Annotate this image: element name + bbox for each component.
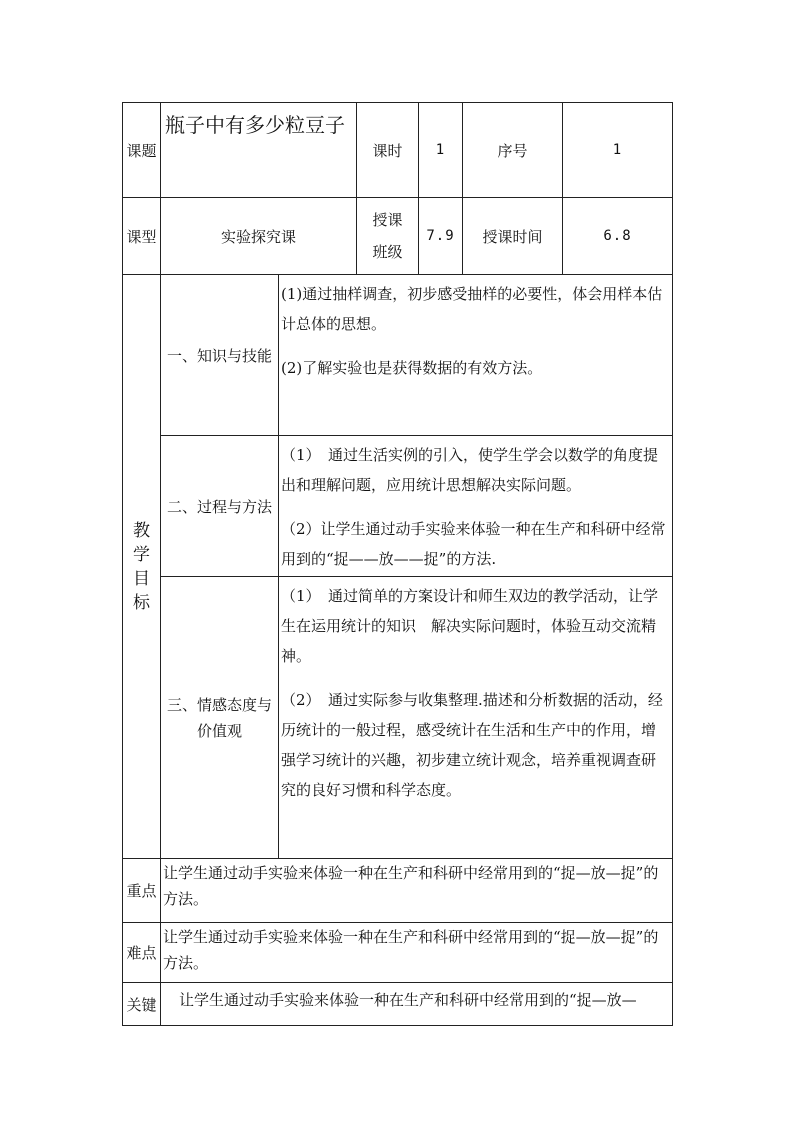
- header-row-topic: [123, 103, 673, 198]
- key-row: [123, 983, 673, 1026]
- attitude-heading-line-2: 价值观: [196, 721, 242, 740]
- class-label-line-1: 授课: [372, 211, 403, 229]
- lesson-plan-table: [122, 102, 673, 1026]
- objectives-label-char: 教: [133, 520, 150, 541]
- objective-row-process: [123, 436, 673, 577]
- key-text: 让学生通过动手实验来体验一种在生产和科研中经常用到的“捉—放—: [161, 983, 673, 1026]
- topic-label: 课题: [123, 103, 161, 198]
- process-item: （1） 通过生活实例的引入，使学生学会以数学的角度提出和理解问题，应用统计思想解决实际问题。: [281, 446, 659, 494]
- attitude-content: [279, 577, 673, 859]
- objectives-label-char: 目: [133, 568, 150, 589]
- knowledge-heading: 一、知识与技能: [161, 275, 279, 436]
- difficulties-label: 难点: [123, 923, 161, 983]
- seq-value: 1: [563, 103, 673, 198]
- period-value: 1: [419, 103, 463, 198]
- knowledge-item: (1)通过抽样调查，初步感受抽样的必要性，体会用样本估计总体的思想。: [281, 285, 663, 333]
- key-label: 关键: [123, 983, 161, 1026]
- attitude-item: （1） 通过简单的方案设计和师生双边的教学活动，让学生在运用统计的知识 解决实际问题时，体验互动交流精神。: [281, 587, 659, 665]
- difficulties-text: 让学生通过动手实验来体验一种在生产和科研中经常用到的“捉—放—捉”的方法。: [161, 923, 673, 983]
- knowledge-content: [279, 275, 673, 436]
- objectives-label: [123, 275, 161, 859]
- attitude-heading: [161, 577, 279, 859]
- time-value: 6.8: [563, 198, 673, 275]
- objectives-label-char: 学: [133, 544, 150, 565]
- objective-row-knowledge: [123, 275, 673, 436]
- topic-value: 瓶子中有多少粒豆子: [161, 103, 357, 198]
- class-label: [357, 198, 419, 275]
- objective-row-attitude: [123, 577, 673, 859]
- key-points-text: 让学生通过动手实验来体验一种在生产和科研中经常用到的“捉—放—捉”的方法。: [161, 859, 673, 923]
- difficulties-row: [123, 923, 673, 983]
- attitude-heading-line-1: 三、情感态度与: [166, 695, 272, 714]
- time-label: 授课时间: [463, 198, 563, 275]
- process-content: [279, 436, 673, 577]
- class-label-line-2: 班级: [372, 243, 403, 261]
- process-item: （2）让学生通过动手实验来体验一种在生产和科研中经常用到的“捉——放——捉”的方法.: [281, 520, 666, 568]
- period-label: 课时: [357, 103, 419, 198]
- key-points-label: 重点: [123, 859, 161, 923]
- type-value: 实验探究课: [161, 198, 357, 275]
- seq-label: 序号: [463, 103, 563, 198]
- key-points-row: [123, 859, 673, 923]
- class-value: 7.9: [419, 198, 463, 275]
- attitude-item: （2） 通过实际参与收集整理.描述和分析数据的活动，经历统计的一般过程，感受统计在生活和生产中的作用，增强学习统计的兴趣，初步建立统计观念，培养重视调查研究的良好习惯和科学态度。: [281, 691, 663, 799]
- type-label: 课型: [123, 198, 161, 275]
- process-heading: 二、过程与方法: [161, 436, 279, 577]
- knowledge-item: (2)了解实验也是获得数据的有效方法。: [281, 359, 543, 377]
- header-row-type: [123, 198, 673, 275]
- objectives-label-char: 标: [133, 592, 150, 613]
